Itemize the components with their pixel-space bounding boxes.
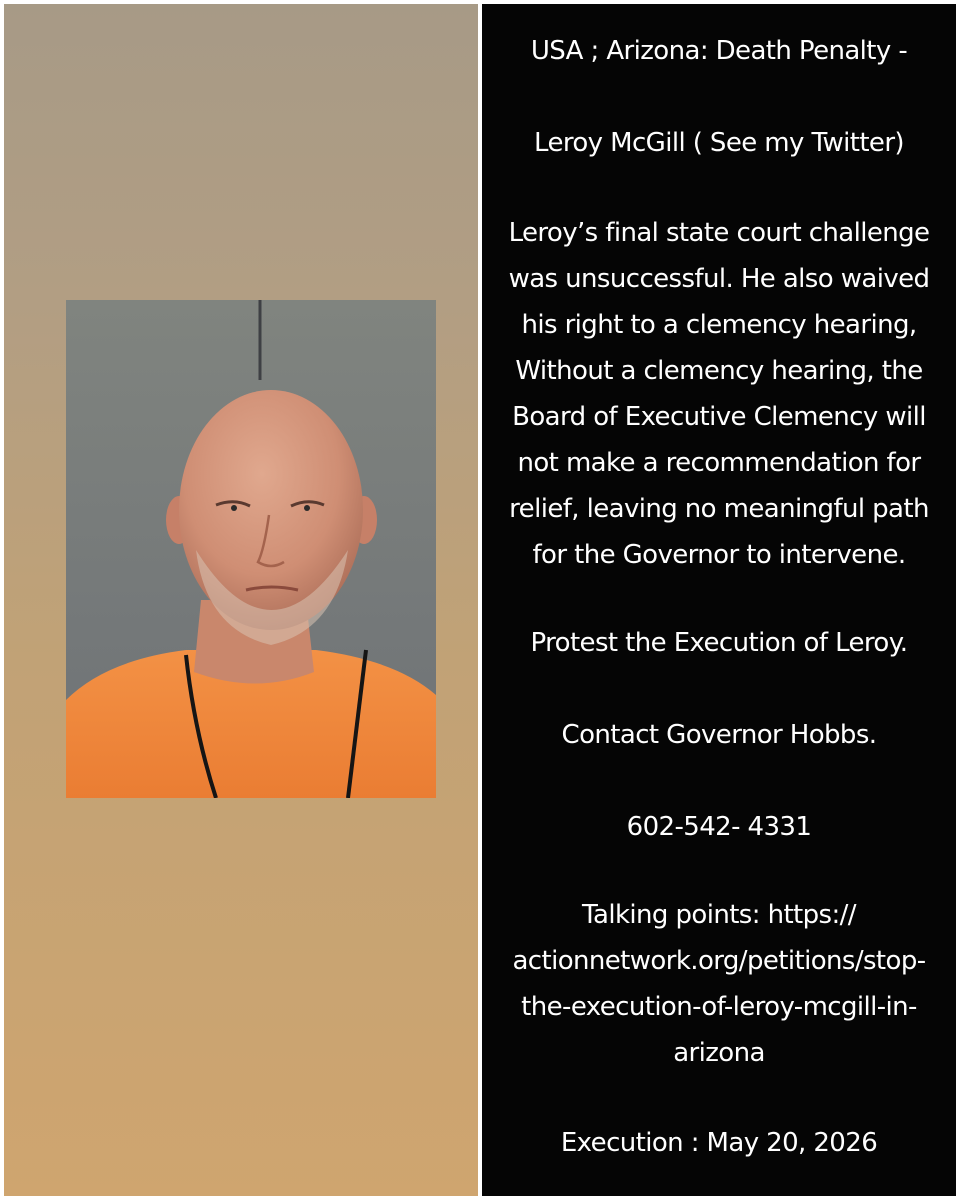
talking-points-line: Talking points: https:// (582, 900, 856, 930)
body-line: relief, leaving no meaningful path (509, 494, 929, 524)
talking-points-line: arizona (673, 1038, 765, 1068)
text-panel (482, 4, 956, 1196)
photo-panel (4, 4, 478, 1196)
body-line: not make a recommendation for (517, 448, 921, 478)
body-line: Without a clemency hearing, the (515, 356, 923, 386)
contact-line: Contact Governor Hobbs. (561, 720, 877, 750)
protest-line: Protest the Execution of Leroy. (530, 628, 908, 658)
execution-date: Execution : May 20, 2026 (560, 1128, 878, 1158)
body-line: for the Governor to intervene. (532, 540, 906, 570)
talking-points-line: actionnetwork.org/petitions/stop- (512, 946, 926, 976)
header-line-1: USA ; Arizona: Death Penalty - (530, 36, 908, 66)
mugshot-illustration (66, 300, 436, 798)
body-line: was unsuccessful. He also waived (508, 264, 930, 294)
body-paragraph (482, 210, 956, 578)
phone-number: 602-542- 4331 (626, 812, 812, 842)
talking-points-line: the-execution-of-leroy-mcgill-in- (521, 992, 917, 1022)
header-line-2: Leroy McGill ( See my Twitter) (534, 128, 904, 158)
body-line: Leroy’s final state court challenge (508, 218, 930, 248)
body-line: Board of Executive Clemency will (512, 402, 926, 432)
mugshot-photo (66, 300, 436, 798)
body-line: his right to a clemency hearing, (521, 310, 917, 340)
talking-points (482, 892, 956, 1076)
